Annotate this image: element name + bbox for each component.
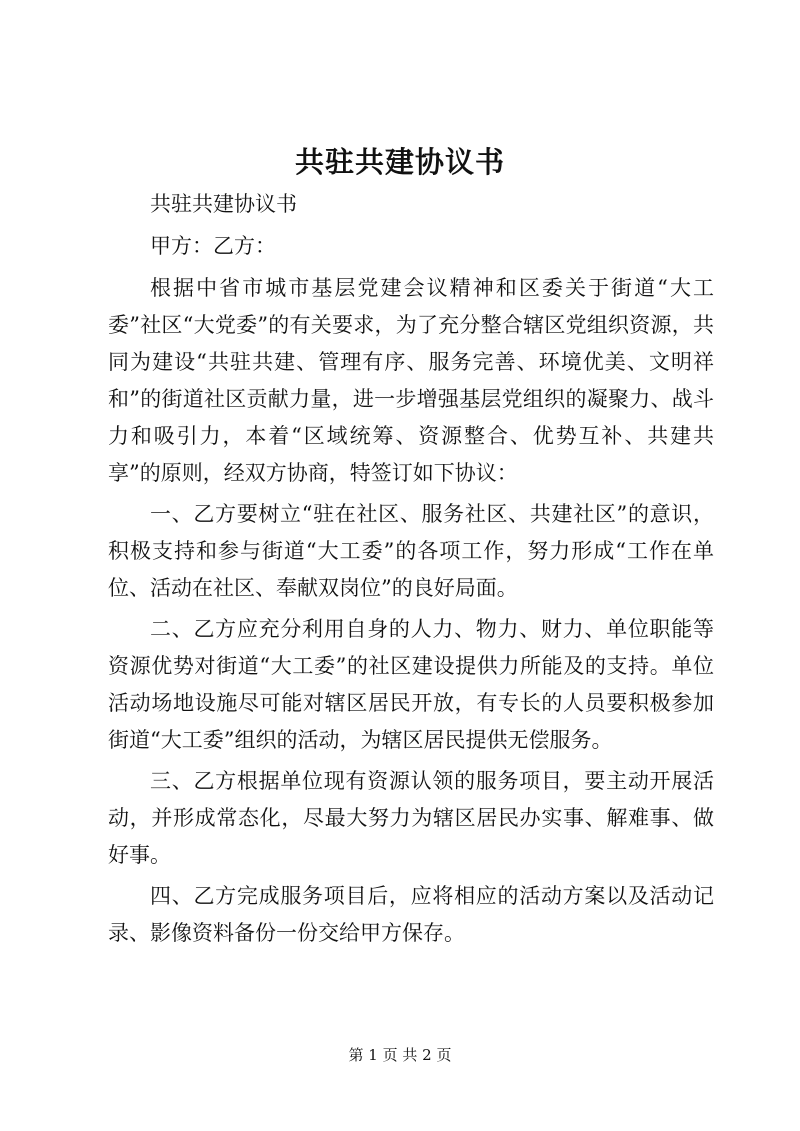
paragraph-preamble: 根据中省市城市基层党建会议精神和区委关于街道“大工委”社区“大党委”的有关要求，为了充分整合辖区党组织资源，共同为建设“共驻共建、管理有序、服务完善、环境优美、文明祥和”的街道社区贡献力量，进一步增强基层党组织的凝聚力、战斗力和吸引力，本着“区域统筹、资源整合、优势互补、共建共享”的原则，经双方协商，特签订如下协议： bbox=[108, 276, 714, 485]
paragraph-clause-2: 二、乙方应充分利用自身的人力、物力、财力、单位职能等资源优势对街道“大工委”的社区建设提供力所能及的支持。单位活动场地设施尽可能对辖区居民开放，有专长的人员要积极参加街道“大工委”组织的活动，为辖区居民提供无偿服务。 bbox=[108, 617, 714, 752]
paragraph-clause-4: 四、乙方完成服务项目后，应将相应的活动方案以及活动记录、影像资料备份一份交给甲方保存。 bbox=[108, 884, 714, 945]
paragraph-subtitle: 共驻共建协议书 bbox=[150, 192, 297, 216]
document-title: 共驻共建协议书 bbox=[294, 145, 505, 179]
paragraph-parties: 甲方：乙方： bbox=[150, 234, 276, 258]
document-body bbox=[108, 186, 714, 956]
paragraph-clause-3: 三、乙方根据单位现有资源认领的服务项目，要主动开展活动，并形成常态化，尽最大努力为辖区居民办实事、解难事、做好事。 bbox=[108, 769, 714, 867]
paragraph-clause-1: 一、乙方要树立“驻在社区、服务社区、共建社区”的意识，积极支持和参与街道“大工委”的各项工作，努力形成“工作在单位、活动在社区、奉献双岗位”的良好局面。 bbox=[108, 502, 714, 600]
page-number-footer: 第 1 页 共 2 页 bbox=[348, 1046, 452, 1064]
